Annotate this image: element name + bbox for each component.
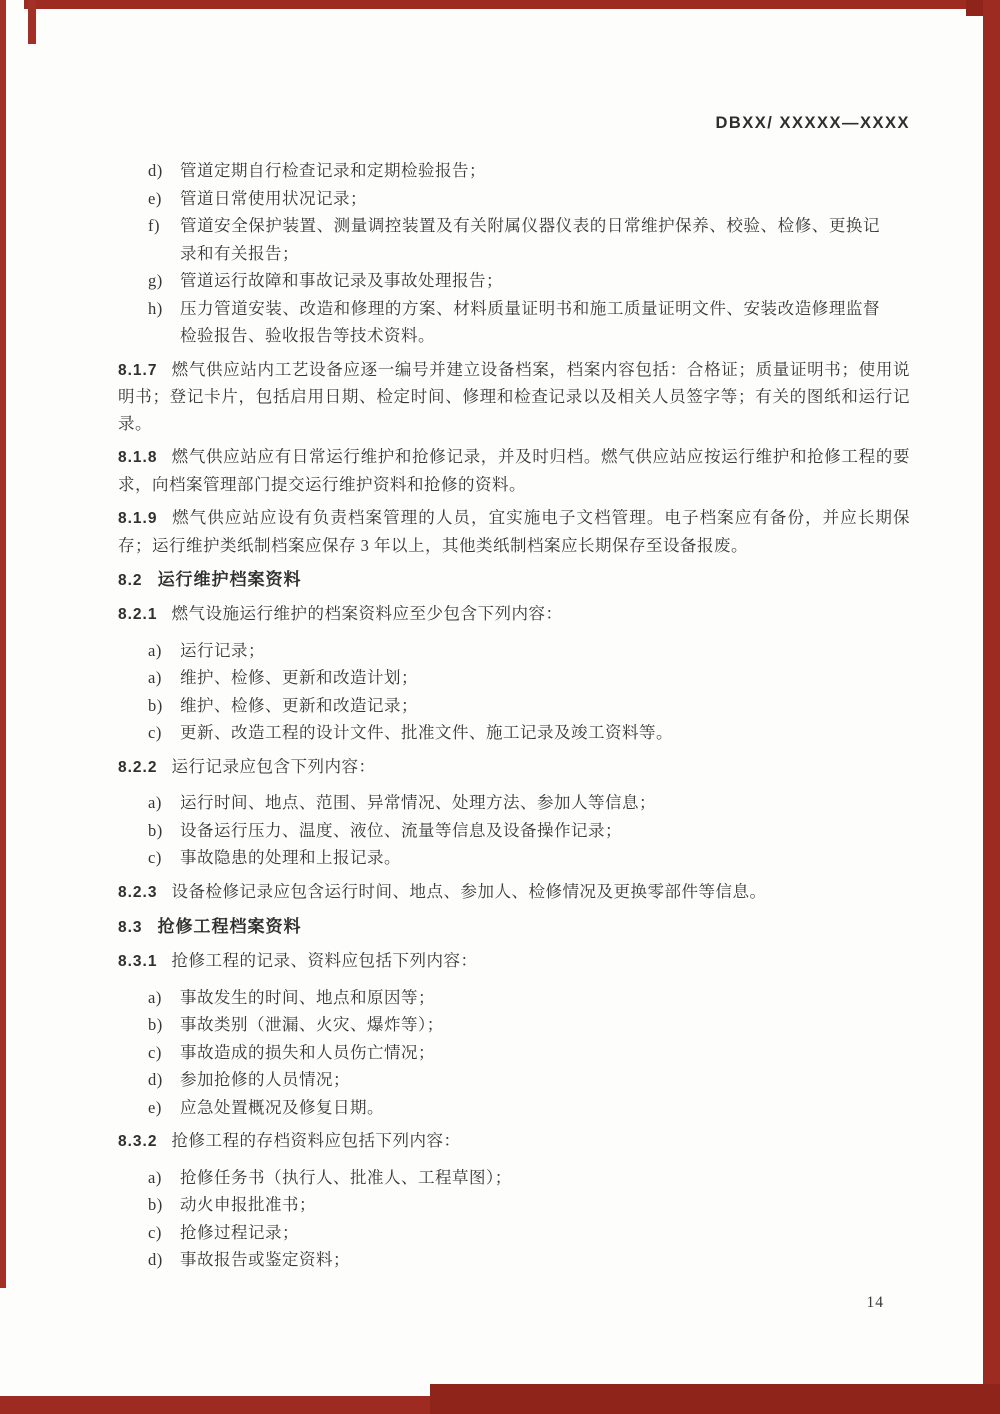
list-repair-archive — [118, 1164, 910, 1274]
list-repair-records — [118, 984, 910, 1122]
list-item-text: 抢修过程记录； — [180, 1222, 299, 1242]
list-item — [118, 1066, 910, 1094]
list-item-text: 管道安全保护装置、测量调控装置及有关附属仪器仪表的日常维护保养、校验、检修、更换记录和有关报告； — [180, 216, 880, 263]
list-item-marker: e) — [148, 188, 162, 208]
list-item — [118, 1164, 910, 1192]
list-item — [118, 789, 910, 817]
clause-number: 8.1.7 — [118, 361, 158, 379]
list-item-marker: a) — [148, 793, 162, 812]
list-item — [118, 267, 910, 295]
list-item-marker: e) — [148, 1097, 162, 1117]
clause-text: 燃气供应站内工艺设备应逐一编号并建立设备档案，档案内容包括：合格证；质量证明书；使用说明书；登记卡片，包括启用日期、检定时间、修理和检查记录以及相关人员签字等；有关的图纸和运行记录。 — [118, 359, 910, 433]
section-title: 抢修工程档案资料 — [157, 917, 302, 936]
list-item-text: 事故隐患的处理和上报记录。 — [180, 848, 401, 867]
clause-paragraph — [118, 1128, 910, 1156]
clause-number: 8.2.1 — [118, 606, 158, 623]
list-item-marker: a) — [148, 1167, 162, 1187]
clause-paragraph — [118, 444, 910, 498]
list-item — [118, 1219, 910, 1247]
list-item — [118, 692, 910, 720]
list-item — [118, 1191, 910, 1219]
list-item — [118, 817, 910, 845]
list-item-marker: g) — [148, 271, 163, 290]
list-pipeline-records — [118, 157, 910, 350]
clause-paragraph — [118, 601, 910, 629]
list-item-marker: d) — [148, 1250, 163, 1269]
list-item-text: 设备运行压力、温度、液位、流量等信息及设备操作记录； — [180, 820, 622, 840]
list-item — [118, 1011, 910, 1039]
clause-text: 燃气供应站应有日常运行维护和抢修记录，并及时归档。燃气供应站应按运行维护和抢修工程的要求，向档案管理部门提交运行维护资料和抢修的资料。 — [118, 447, 910, 494]
list-item-text: 管道定期自行检查记录和定期检验报告； — [180, 161, 486, 180]
list-item-marker: f) — [148, 216, 160, 235]
list-item — [118, 1039, 910, 1067]
list-item-marker: b) — [148, 820, 163, 840]
list-item-text: 维护、检修、更新和改造计划； — [180, 668, 418, 687]
clause-text: 抢修工程的存档资料应包括下列内容： — [171, 1131, 461, 1150]
list-item-marker: c) — [148, 723, 162, 742]
list-item-marker: d) — [148, 161, 163, 180]
list-item-marker: a) — [148, 668, 162, 687]
section-title: 运行维护档案资料 — [157, 570, 302, 589]
list-item-text: 维护、检修、更新和改造记录； — [180, 695, 418, 715]
list-item-text: 事故发生的时间、地点和原因等； — [180, 987, 435, 1007]
clause-number: 8.1.9 — [118, 510, 158, 527]
list-item-marker: c) — [148, 848, 162, 867]
scan-edge-artifact-right — [983, 0, 1000, 1414]
section-heading — [118, 566, 910, 594]
list-item-text: 事故造成的损失和人员伤亡情况； — [180, 1042, 435, 1062]
list-item — [118, 1246, 910, 1274]
clause-text: 抢修工程的记录、资料应包括下列内容： — [171, 951, 478, 970]
list-item-text: 管道运行故障和事故记录及事故处理报告； — [180, 271, 503, 290]
list-item-text: 参加抢修的人员情况； — [180, 1070, 350, 1089]
clause-paragraph — [118, 948, 910, 976]
clause-number: 8.2.2 — [118, 758, 158, 776]
list-item-marker: d) — [148, 1070, 163, 1089]
clause-paragraph — [118, 879, 910, 907]
list-item-text: 运行记录； — [180, 640, 265, 660]
clause-text: 设备检修记录应包含运行时间、地点、参加人、检修情况及更换零部件等信息。 — [171, 881, 767, 901]
list-item-text: 应急处置概况及修复日期。 — [180, 1097, 384, 1117]
list-item-text: 抢修任务书（执行人、批准人、工程草图）； — [180, 1167, 512, 1187]
clause-paragraph — [118, 357, 910, 438]
list-item-marker: b) — [148, 1195, 163, 1214]
scan-edge-artifact-top — [24, 0, 1000, 9]
header-standard-code: DBXX/ XXXXX—XXXX — [715, 114, 910, 132]
clause-text: 燃气设施运行维护的档案资料应至少包含下列内容： — [171, 604, 563, 623]
list-item-text: 压力管道安装、改造和修理的方案、材料质量证明书和施工质量证明文件、安装改造修理监督检验报告、验收报告等技术资料。 — [180, 298, 880, 345]
list-item — [118, 185, 910, 213]
list-item — [118, 844, 910, 872]
list-item — [118, 664, 910, 692]
clause-paragraph — [118, 505, 910, 559]
document-content — [118, 112, 910, 1274]
list-item-marker: a) — [148, 640, 162, 660]
clause-paragraph — [118, 754, 910, 782]
list-item — [118, 295, 910, 350]
scan-edge-artifact-bottom-right — [430, 1384, 1000, 1414]
list-item-marker: b) — [148, 1015, 163, 1034]
list-item-text: 动火申报批准书； — [180, 1195, 316, 1214]
list-item-marker: c) — [148, 1042, 162, 1062]
list-maintenance-archive — [118, 637, 910, 747]
section-number: 8.3 — [118, 919, 143, 936]
clause-text: 燃气供应站应设有负责档案管理的人员，宜实施电子文档管理。电子档案应有备份，并应长期保存；运行维护类纸制档案应保存 3 年以上，其他类纸制档案应长期保存至设备报废。 — [118, 508, 910, 555]
list-item-text: 更新、改造工程的设计文件、批准文件、施工记录及竣工资料等。 — [180, 723, 673, 742]
list-item — [118, 984, 910, 1012]
list-item — [118, 157, 910, 185]
page-number: 14 — [866, 1294, 884, 1311]
list-item-text: 管道日常使用状况记录； — [180, 188, 367, 208]
list-item-text: 事故类别（泄漏、火灾、爆炸等）； — [180, 1015, 444, 1034]
clause-text: 运行记录应包含下列内容： — [171, 756, 376, 776]
list-item — [118, 212, 910, 267]
clause-number: 8.3.2 — [118, 1133, 158, 1150]
scan-edge-artifact-left — [0, 0, 6, 1288]
list-item — [118, 719, 910, 747]
clause-number: 8.1.8 — [118, 449, 158, 466]
list-item-text: 事故报告或鉴定资料； — [180, 1250, 350, 1269]
list-item-marker: c) — [148, 1222, 162, 1242]
list-item-marker: a) — [148, 987, 162, 1007]
list-operation-records — [118, 789, 910, 872]
section-heading — [118, 913, 910, 941]
clause-number: 8.2.3 — [118, 883, 158, 901]
clause-number: 8.3.1 — [118, 953, 158, 970]
list-item-text: 运行时间、地点、范围、异常情况、处理方法、参加人等信息； — [180, 793, 656, 812]
list-item-marker: b) — [148, 695, 163, 715]
list-item-marker: h) — [148, 298, 163, 318]
list-item — [118, 1094, 910, 1122]
scan-edge-artifact-corner-mark — [28, 0, 36, 44]
section-number: 8.2 — [118, 572, 143, 589]
list-item — [118, 637, 910, 665]
